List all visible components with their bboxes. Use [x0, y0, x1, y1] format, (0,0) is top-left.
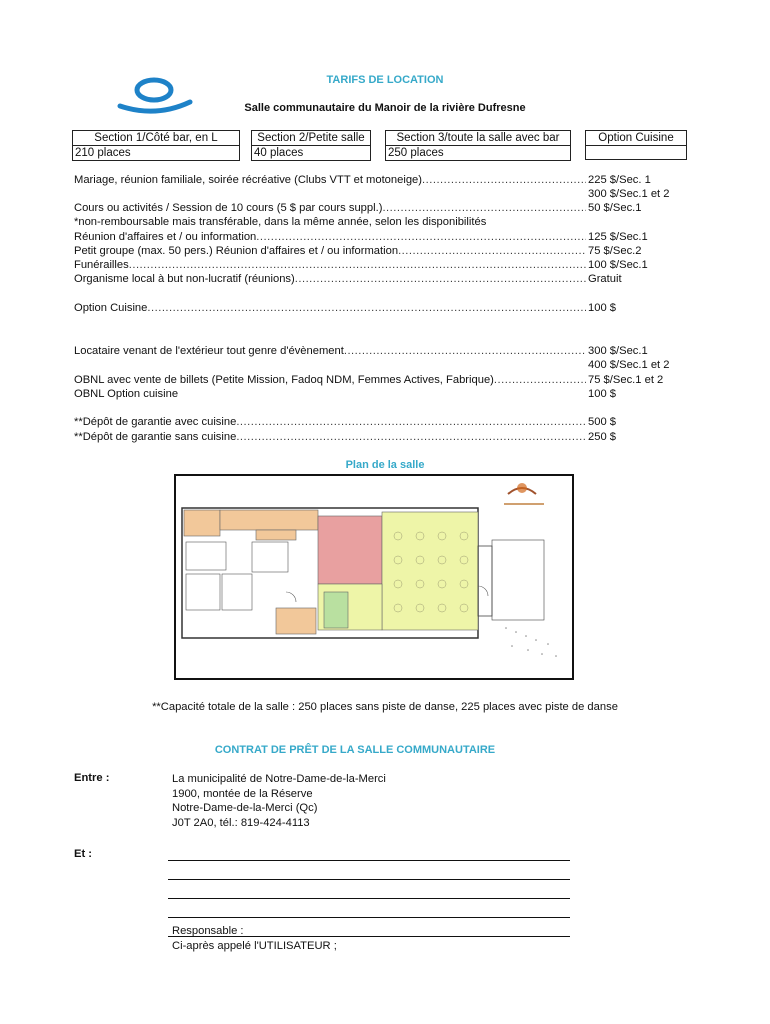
rate-value: 125 $/Sec.1: [588, 231, 648, 243]
rate-mariage: [74, 173, 686, 187]
rate-value: 225 $/Sec. 1: [588, 174, 651, 186]
section-1-places: 210 places: [75, 147, 131, 159]
rate-label: Funérailles: [74, 259, 129, 271]
rate-exterieur: [74, 344, 686, 358]
section-3-name: Section 3/toute la salle avec bar: [386, 131, 570, 146]
rate-mariage-value-2: 300 $/Sec.1 et 2: [588, 188, 670, 200]
rate-cours: [74, 201, 686, 215]
plan-title: Plan de la salle: [345, 459, 425, 471]
rate-label: Option Cuisine: [74, 302, 148, 314]
section-3-places: 250 places: [388, 147, 444, 159]
rate-reunion: [74, 230, 686, 244]
rate-funerailles: [74, 258, 686, 272]
responsable-line[interactable]: [168, 936, 570, 937]
capacity-note: **Capacité totale de la salle : 250 places sans piste de danse, 225 places avec piste de danse: [152, 701, 618, 713]
rate-label: **Dépôt de garantie sans cuisine: [74, 431, 237, 443]
rate-depot-sans: [74, 430, 686, 444]
municipality-address: [172, 772, 386, 830]
option-cuisine-header: Option Cuisine: [585, 130, 687, 146]
section-2-name: Section 2/Petite salle: [252, 131, 370, 146]
signature-line[interactable]: [168, 860, 570, 861]
section-2-box: [251, 130, 371, 161]
rate-depot-avec: [74, 415, 686, 429]
rate-label: Mariage, réunion familiale, soirée récréative (Clubs VTT et motoneige): [74, 174, 423, 186]
rate-value: Gratuit: [588, 273, 622, 285]
utilisateur-label: Ci-après appelé l'UTILISATEUR ;: [172, 939, 337, 952]
floor-plan-image: [174, 474, 574, 680]
rate-label: **Dépôt de garantie avec cuisine: [74, 416, 237, 428]
rate-exterieur-value-2: 400 $/Sec.1 et 2: [588, 359, 670, 371]
page-title: TARIFS DE LOCATION: [326, 74, 444, 86]
section-1-name: Section 1/Côté bar, en L: [73, 131, 239, 146]
rate-label: Réunion d'affaires et / ou information: [74, 231, 257, 243]
rate-obnl-local: [74, 272, 686, 286]
responsable-label: Responsable :: [172, 925, 244, 937]
rate-value: 300 $/Sec.1: [588, 345, 648, 357]
rate-option-cuisine: [74, 301, 686, 315]
rate-label: Locataire venant de l'extérieur tout genre d'évènement: [74, 345, 344, 357]
section-2-places: 40 places: [254, 147, 304, 159]
responsable-block: [172, 924, 337, 953]
signature-line[interactable]: [168, 879, 570, 880]
address-line: La municipalité de Notre-Dame-de-la-Merci: [172, 773, 386, 785]
rate-obnl-billets: [74, 373, 686, 387]
rate-petit-groupe: [74, 244, 686, 258]
rate-value: 500 $: [588, 416, 616, 428]
address-line: Notre-Dame-de-la-Merci (Qc): [172, 802, 318, 814]
signature-line[interactable]: [168, 898, 570, 899]
rate-value: 50 $/Sec.1: [588, 202, 642, 214]
rate-label: Petit groupe (max. 50 pers.) Réunion d'affaires et / ou information: [74, 245, 399, 257]
entre-label: Entre :: [74, 772, 110, 784]
section-1-box: [72, 130, 240, 161]
option-cuisine-cell: [585, 145, 687, 160]
rate-value: 75 $/Sec.1 et 2: [588, 374, 664, 386]
address-line: 1900, montée de la Réserve: [172, 787, 313, 800]
rate-value: 100 $/Sec.1: [588, 259, 648, 271]
address-line: J0T 2A0, tél.: 819-424-4113: [172, 816, 310, 829]
rate-value: 100 $: [588, 302, 616, 314]
contract-title: CONTRAT DE PRÊT DE LA SALLE COMMUNAUTAIRE: [214, 744, 496, 756]
rate-cours-note: *non-remboursable mais transférable, dans la même année, selon les disponibilités: [74, 216, 487, 228]
section-3-box: [385, 130, 571, 161]
rate-label: Organisme local à but non-lucratif (réunions): [74, 273, 295, 285]
rate-label: OBNL avec vente de billets (Petite Mission, Fadoq NDM, Femmes Actives, Fabrique): [74, 374, 494, 386]
rate-label: OBNL Option cuisine: [74, 388, 179, 400]
rate-label: Cours ou activités / Session de 10 cours (5 $ par cours suppl.): [74, 202, 383, 214]
rate-value: 75 $/Sec.2: [588, 245, 642, 257]
rate-value: 250 $: [588, 431, 616, 443]
rate-value: 100 $: [588, 388, 616, 400]
et-label: Et :: [74, 848, 93, 860]
rate-obnl-cuisine: [74, 387, 686, 401]
signature-line[interactable]: [168, 917, 570, 918]
page-subtitle: Salle communautaire du Manoir de la rivière Dufresne: [244, 102, 526, 114]
